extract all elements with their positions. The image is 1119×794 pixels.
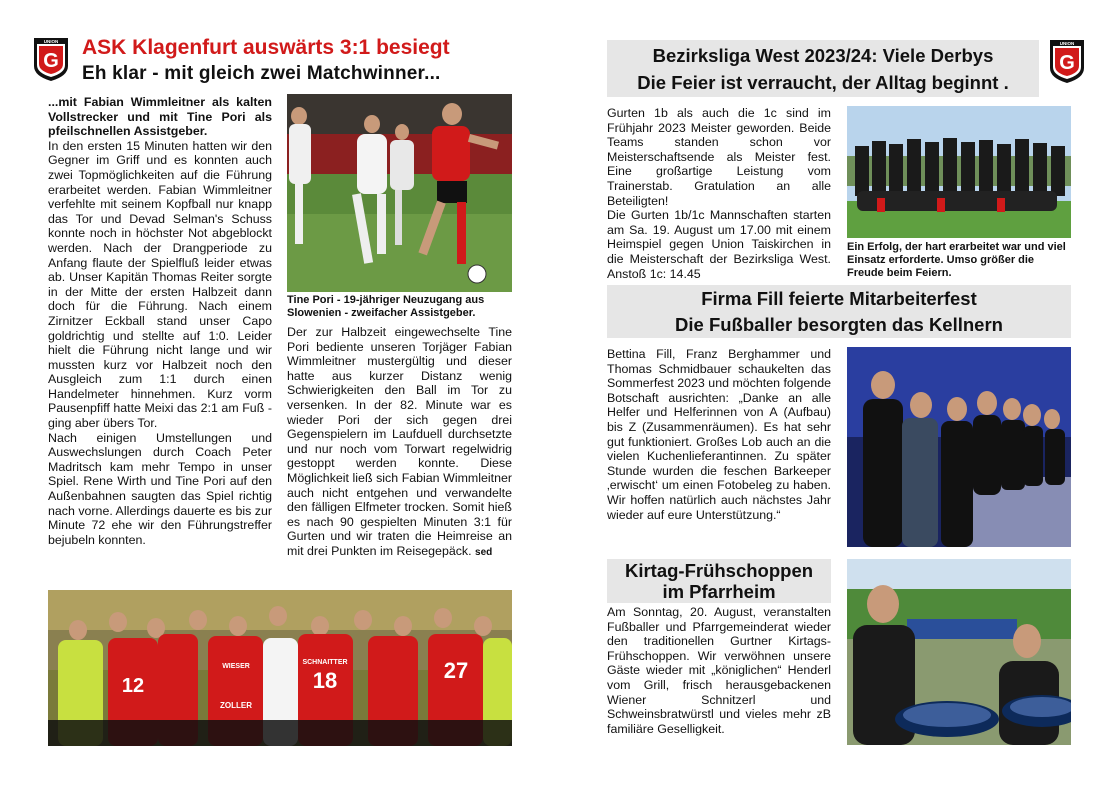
- article2-paragraph: Bettina Fill, Franz Berghammer und Thomas Schmidbauer schaukelten das Sommerfest 2023 und möchten folgende Botschaft ausrichten: „Danke an alle Helfer und Helferinnen von A (Aufbau) bis Z (Zusammenräumen). Es hat sehr gut funktioniert. Großes Lob auch an die vielen Kuchenlieferantinnen. Zu später Stunde wurden die feschen Barkeeper ‚erwischt‘ um einen Fotobeleg zu haben. Wir hoffen natürlich auch nächstes Jahr wieder auf eure Unterstützung.“: [607, 347, 831, 522]
- left-column-1: [48, 95, 272, 547]
- article2-text: [607, 347, 831, 522]
- left-headline: ASK Klagenfurt auswärts 3:1 besiegt: [82, 36, 450, 59]
- article3-title-box: [607, 559, 831, 603]
- article1-title-line2: Die Feier ist verraucht, der Alltag beginnt .: [637, 72, 1009, 93]
- svg-text:UNION: UNION: [43, 39, 59, 44]
- photo-team-huddle: [48, 590, 512, 746]
- article3-title-line2: im Pfarrheim: [662, 581, 776, 602]
- svg-text:12: 12: [121, 675, 145, 697]
- article1-title-line1: Bezirksliga West 2023/24: Viele Derbys: [652, 45, 994, 66]
- svg-text:G: G: [1059, 52, 1075, 74]
- photo-caption-celebration: Ein Erfolg, der hart erarbeitet war und viel Einsatz erforderte. Umso größer die Freude beim Feiern.: [847, 241, 1066, 279]
- article1-paragraph1: Gurten 1b als auch die 1c sind im Frühjahr 2023 Meister geworden. Beide Teams standen schon vor Meisterschaftsende als Meister fest. Eine großartige Leistung vom Trainerstab. Gratulation an alle Beteiligten!: [607, 106, 831, 208]
- article1-text: [607, 106, 831, 281]
- svg-text:UNION: UNION: [1059, 41, 1075, 46]
- article2-title-line2: Die Fußballer besorgten das Kellnern: [675, 314, 1003, 335]
- photo-barkeepers: [847, 347, 1071, 547]
- lead-text: ...mit Fabian Wimmleitner als kalten Vollstrecker und mit Tine Pori als pfeilschnellen Assistgeber.: [48, 95, 272, 139]
- club-logo-right: [1048, 38, 1086, 84]
- svg-text:18: 18: [312, 668, 338, 693]
- article3-paragraph: Am Sonntag, 20. August, veranstalten Fußballer und Pfarrgemeinderat wieder den traditionellen Gurtner Kirtags-Frühschoppen. Wir verwöhnen unsere Gäste wieder mit „königlichen“ Henderl vom Grill, frisch herausgebackenen Wiener Schnitzerl und Schweinsbratwürstl und vieles mehr zB familiäre Geselligkeit.: [607, 605, 831, 736]
- author-signature: sed: [475, 546, 493, 558]
- svg-text:G: G: [43, 50, 59, 72]
- article1-paragraph2: Die Gurten 1b/1c Mannschaften starten am Sa. 19. August um 17.00 mit einem Heimspiel gegen Union Taiskirchen in die Meisterschaft der Bezirksliga West. Anstoß 1c: 14.45: [607, 208, 831, 281]
- svg-text:ZOLLER: ZOLLER: [220, 701, 252, 710]
- left-subheadline: Eh klar - mit gleich zwei Matchwinner...: [82, 63, 441, 84]
- photo-fruehschoppen-waiters: [847, 559, 1071, 745]
- photo-team-celebration: [847, 106, 1071, 238]
- article-text: In den ersten 15 Minuten hatten wir den Gegner im Griff und es konnten auch zwei Topmöglichkeiten auf die Führung erarbeitet werden. Fabian Wimmleitner verfehlte mit seinem Kopfball nur knapp das Tor und Devad Selman's Schuss konnte noch in höchster Not abgeblockt werden. Nach der Drangperiode zu Anfang flaute der Spielfluß leider etwas ab. Unser Kapitän Thomas Reiter sorgte in der Mitte der ersten Halbzeit dann doch für die Führung. Nach einem Zirnitzer Eckball stand unser Capo goldrichtig und stellte auf 1:0. Leider hielt die Führung nicht lange und wir mussten kurz vor Halbzeit noch den Ausgleich zum 1:1 durch einen Handelmeter hinnehmen. Kurz vorm Pausenpfiff hatte Meixi das 2:1 am Fuß - ging aber übers Tor.: [48, 138, 272, 431]
- article1-title-box: [607, 40, 1039, 97]
- article-text-col2: Der zur Halbzeit eingewechselte Tine Pori bediente unseren Torjäger Fabian Wimmleitner mustergültig und dieser hatte aus kurzer Distanz wenig Schwierigkeiten den Ball im Tor zu versenken. In der 82. Minute war es wieder Pori der sich gegen drei Gegenspielern im Laufduell durchsetzte und nur noch vom Torwart regelwidrig gestoppt werden konnte. Diese Möglichkeit ließ sich Fabian Wimmleitner auch nicht entgehen und verwandelte den fälligen Elfmeter trocken. Somit hieß es nach 90 gespielten Minuten 3:1 für Gurten und wir traten die Heimreise an mit drei Punkten im Reisegepäck.: [287, 325, 512, 558]
- article3-title-line1: Kirtag-Frühschoppen: [624, 560, 814, 581]
- photo-caption-tine-pori: Tine Pori - 19-jähriger Neuzugang aus Slowenien - zweifacher Assistgeber.: [287, 294, 485, 319]
- svg-text:WIESER: WIESER: [222, 663, 250, 670]
- photo-tine-pori-action: [287, 94, 512, 292]
- article2-title-line1: Firma Fill feierte Mitarbeiterfest: [701, 288, 977, 309]
- article-text-continued: Nach einigen Umstellungen und Auswechslungen durch Coach Peter Madritsch kam mehr Tempo in unser Spiel. Rene Wirth und Tine Pori auf den Außenbahnen saugten das Spiel richtig nach vorne. Allerdings dauerte es bis zur Minute 72 ehe wir den Führungstreffer bejubeln konnten.: [48, 430, 272, 547]
- svg-text:27: 27: [443, 658, 469, 683]
- article2-title-box: [607, 285, 1071, 338]
- left-column-2: [287, 325, 512, 561]
- article3-text: [607, 605, 831, 736]
- club-logo-left: [32, 36, 70, 82]
- svg-text:SCHNAITTER: SCHNAITTER: [302, 659, 348, 666]
